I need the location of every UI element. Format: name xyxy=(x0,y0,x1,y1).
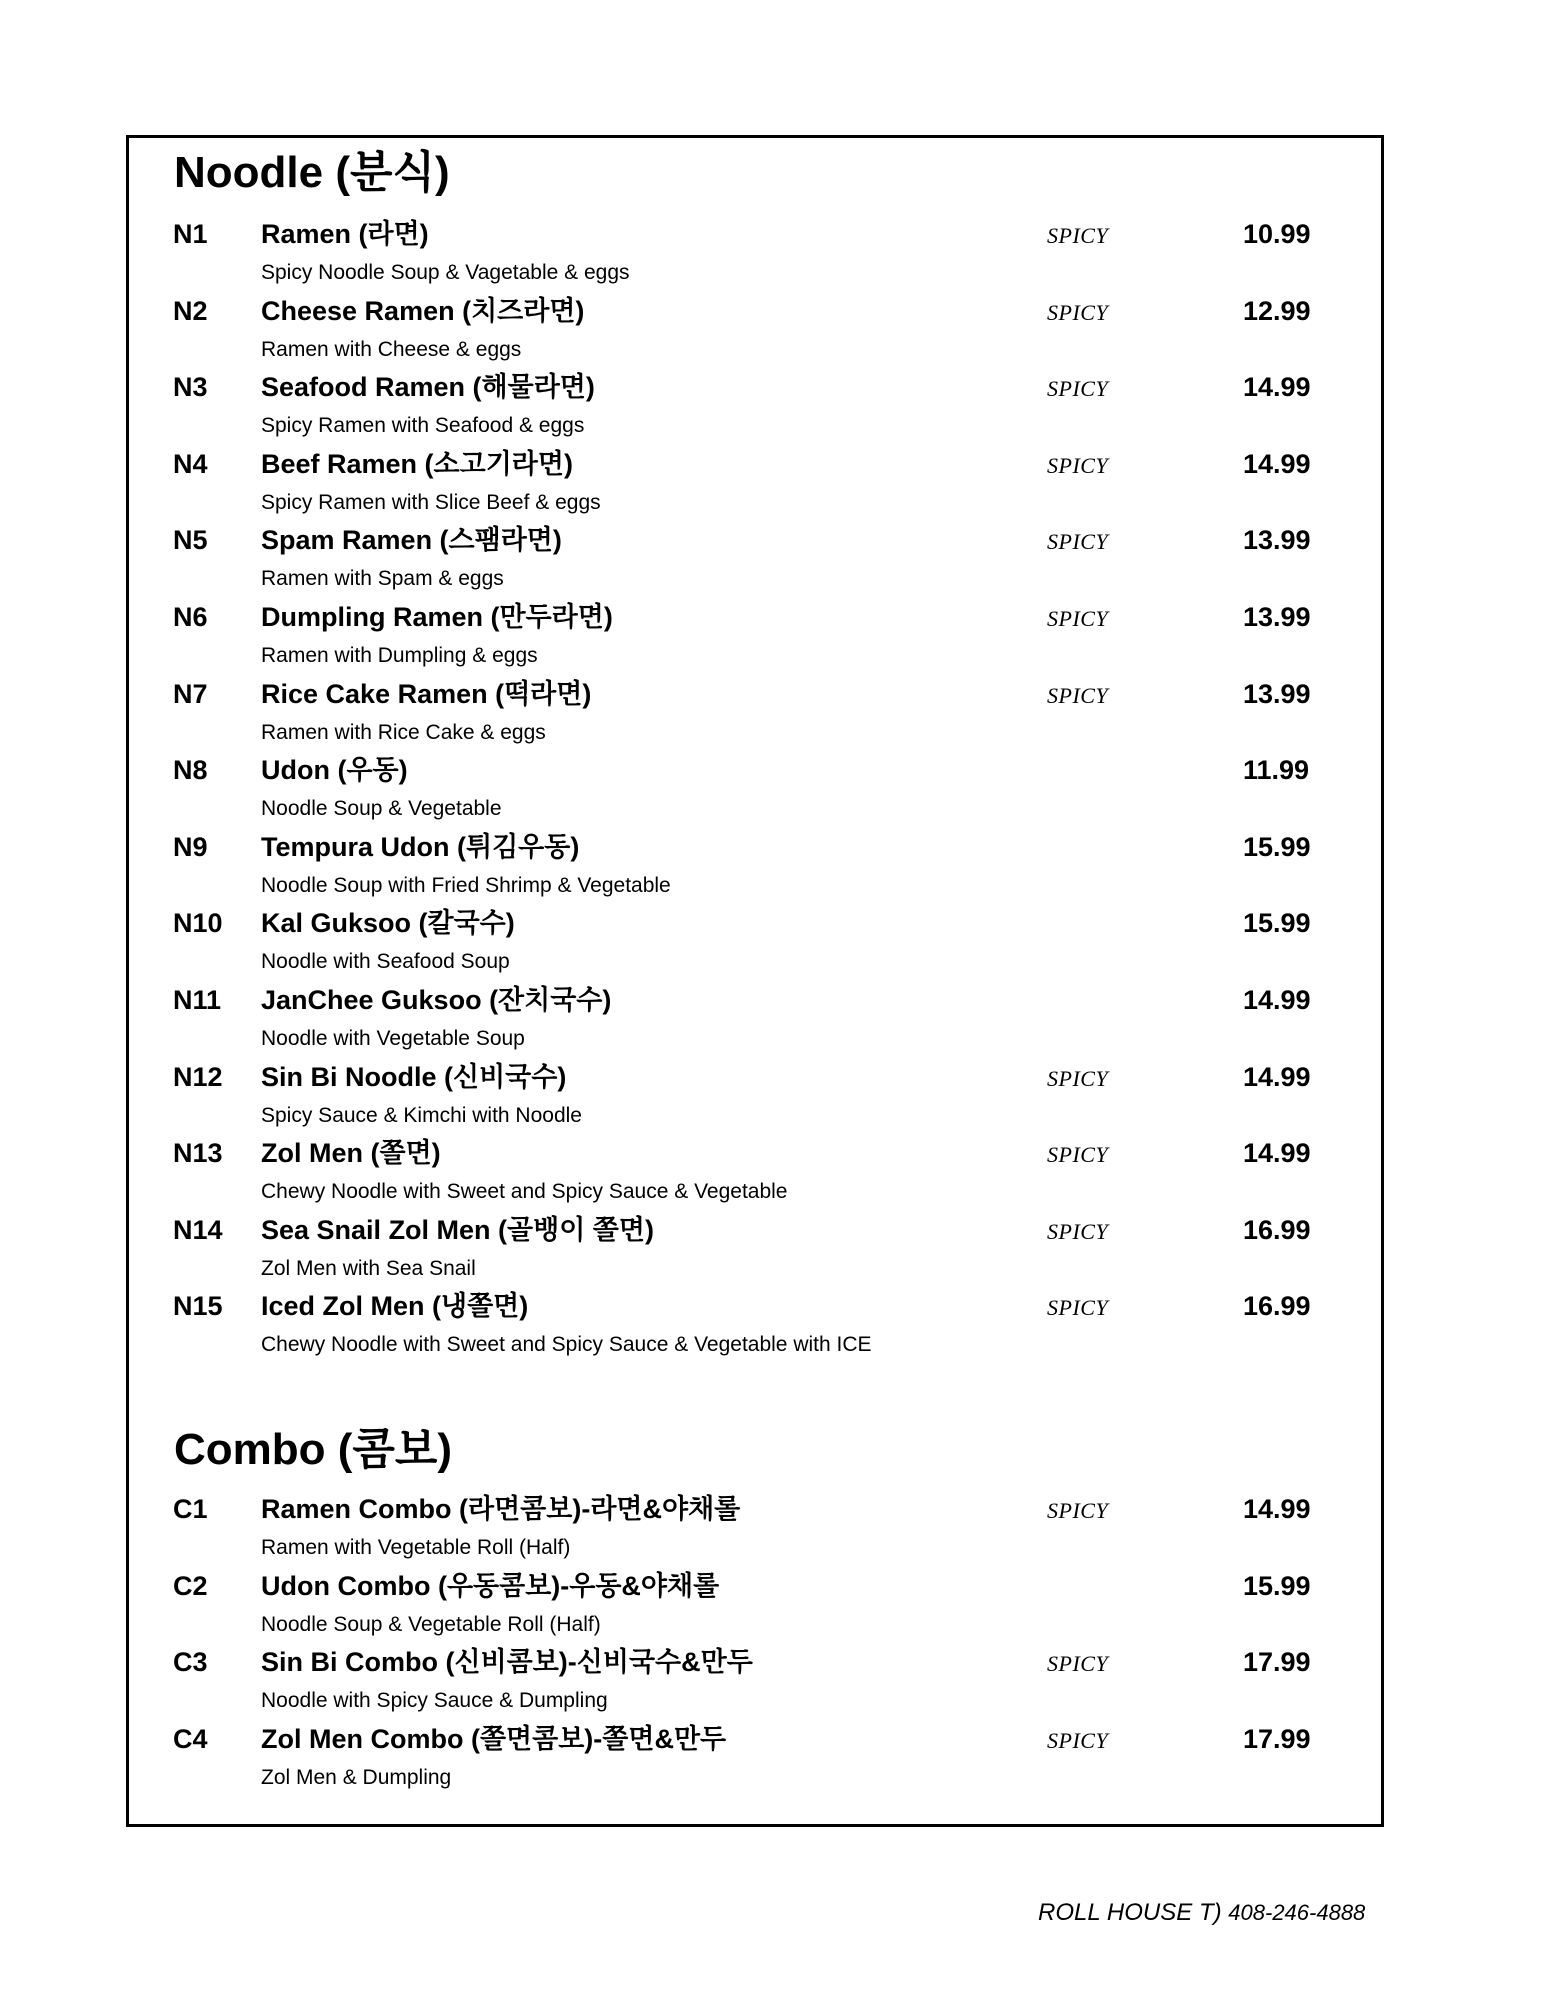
spicy-label: SPICY xyxy=(1047,529,1109,555)
item-description: Spicy Ramen with Slice Beef & eggs xyxy=(261,490,601,514)
item-price: 14.99 xyxy=(1243,448,1311,479)
spicy-label: SPICY xyxy=(1047,1498,1109,1523)
item-code: N6 xyxy=(173,602,208,632)
menu-item xyxy=(0,447,1545,524)
item-description: Zol Men with Sea Snail xyxy=(261,1256,476,1280)
item-name: Tempura Udon (튀김우동) xyxy=(261,831,580,862)
item-description: Spicy Ramen with Seafood & eggs xyxy=(261,414,585,438)
menu-item xyxy=(0,1289,1545,1366)
item-code: N5 xyxy=(173,525,208,556)
item-name: JanChee Guksoo (잔치국수) xyxy=(261,985,612,1015)
item-code: C3 xyxy=(173,1647,208,1677)
item-name: Udon (우동) xyxy=(261,755,408,786)
item-description: Noodle Soup with Fried Shrimp & Vegetable xyxy=(261,873,671,897)
item-code: N7 xyxy=(173,678,208,709)
item-price: 15.99 xyxy=(1243,908,1311,939)
menu-item xyxy=(0,753,1545,830)
spicy-label: SPICY xyxy=(1047,682,1109,708)
item-code: N14 xyxy=(173,1214,223,1245)
item-description: Spicy Sauce & Kimchi with Noodle xyxy=(261,1103,582,1127)
combo-section-title: Combo (콤보) xyxy=(174,1425,453,1474)
item-name: Zol Men (쫄면) xyxy=(261,1138,441,1169)
item-name: Iced Zol Men (냉쫄면) xyxy=(261,1291,529,1322)
item-price: 14.99 xyxy=(1243,985,1311,1015)
menu-item xyxy=(0,983,1545,1060)
item-code: N4 xyxy=(173,448,208,479)
spicy-label: SPICY xyxy=(1047,1295,1109,1321)
item-name: Dumpling Ramen (만두라면) xyxy=(261,602,613,632)
item-name: Seafood Ramen (해물라면) xyxy=(261,372,595,403)
menu-item xyxy=(0,906,1545,983)
item-code: N13 xyxy=(173,1138,223,1169)
item-code: N2 xyxy=(173,295,208,326)
item-name: Spam Ramen (스팸라면) xyxy=(261,525,562,556)
item-code: N11 xyxy=(173,985,222,1015)
item-description: Noodle with Vegetable Soup xyxy=(261,1027,525,1050)
item-code: N15 xyxy=(173,1291,223,1322)
menu-item xyxy=(0,1645,1545,1722)
item-price: 14.99 xyxy=(1243,1061,1311,1092)
item-name: Sin Bi Noodle (신비국수) xyxy=(261,1061,567,1092)
phone-number: 408-246-4888 xyxy=(1228,1900,1366,1925)
item-description: Noodle Soup & Vegetable Roll (Half) xyxy=(261,1612,601,1636)
item-name: Ramen Combo (라면콤보)-라면&야채롤 xyxy=(261,1494,741,1524)
item-price: 14.99 xyxy=(1243,1138,1311,1169)
item-name: Sin Bi Combo (신비콤보)-신비국수&만두 xyxy=(261,1647,753,1677)
item-description: Ramen with Rice Cake & eggs xyxy=(261,720,546,744)
item-name: Rice Cake Ramen (떡라면) xyxy=(261,678,592,709)
item-description: Ramen with Cheese & eggs xyxy=(261,337,522,361)
item-price: 11.99 xyxy=(1243,755,1310,786)
menu-item xyxy=(0,830,1545,907)
spicy-label: SPICY xyxy=(1047,1218,1109,1244)
item-name: Sea Snail Zol Men (골뱅이 쫄면) xyxy=(261,1214,654,1245)
spicy-label: SPICY xyxy=(1047,1065,1109,1091)
item-description: Spicy Noodle Soup & Vagetable & eggs xyxy=(261,261,630,284)
item-price: 12.99 xyxy=(1243,295,1311,326)
item-price: 15.99 xyxy=(1243,1570,1311,1601)
item-price: 10.99 xyxy=(1243,219,1311,249)
spicy-label: SPICY xyxy=(1047,1142,1109,1168)
spicy-label: SPICY xyxy=(1047,1651,1109,1676)
item-code: N1 xyxy=(173,219,208,249)
item-code: C1 xyxy=(173,1494,208,1524)
item-name: Beef Ramen (소고기라면) xyxy=(261,448,573,479)
menu-item xyxy=(0,523,1545,600)
item-description: Chewy Noodle with Sweet and Spicy Sauce & Vegetable with ICE xyxy=(261,1333,872,1357)
item-code: N9 xyxy=(173,831,208,862)
item-price: 16.99 xyxy=(1243,1291,1311,1322)
item-name: Udon Combo (우동콤보)-우동&야채롤 xyxy=(261,1570,720,1601)
menu-item xyxy=(0,1722,1545,1799)
restaurant-name: ROLL HOUSE T) xyxy=(1038,1899,1222,1926)
menu-item xyxy=(0,677,1545,754)
item-code: C4 xyxy=(173,1723,208,1754)
item-code: N10 xyxy=(173,908,223,939)
item-description: Noodle with Spicy Sauce & Dumpling xyxy=(261,1689,608,1712)
item-price: 13.99 xyxy=(1243,525,1311,556)
item-name: Ramen (라면) xyxy=(261,219,429,249)
item-price: 13.99 xyxy=(1243,602,1311,632)
item-code: C2 xyxy=(173,1570,208,1601)
footer-contact xyxy=(1038,1898,1365,1928)
menu-item xyxy=(0,600,1545,677)
noodle-section-title: Noodle (분식) xyxy=(174,148,450,197)
item-price: 17.99 xyxy=(1243,1647,1311,1677)
item-code: N8 xyxy=(173,755,208,786)
item-price: 13.99 xyxy=(1243,678,1311,709)
item-name: Kal Guksoo (칼국수) xyxy=(261,908,515,939)
spicy-label: SPICY xyxy=(1047,223,1109,248)
item-name: Zol Men Combo (쫄면콤보)-쫄면&만두 xyxy=(261,1723,727,1754)
item-description: Noodle Soup & Vegetable xyxy=(261,797,502,821)
item-name: Cheese Ramen (치즈라면) xyxy=(261,295,585,326)
spicy-label: SPICY xyxy=(1047,452,1109,478)
item-description: Zol Men & Dumpling xyxy=(261,1765,452,1789)
item-code: N12 xyxy=(173,1061,223,1092)
menu-item xyxy=(0,294,1545,371)
menu-item xyxy=(0,370,1545,447)
item-description: Ramen with Spam & eggs xyxy=(261,567,504,591)
item-price: 14.99 xyxy=(1243,1494,1311,1524)
item-price: 14.99 xyxy=(1243,372,1311,403)
menu-item xyxy=(0,217,1545,294)
menu-item xyxy=(0,1136,1545,1213)
item-price: 17.99 xyxy=(1243,1723,1311,1754)
menu-item xyxy=(0,1492,1545,1569)
item-description: Chewy Noodle with Sweet and Spicy Sauce & Vegetable xyxy=(261,1180,788,1204)
item-code: N3 xyxy=(173,372,208,403)
spicy-label: SPICY xyxy=(1047,299,1109,325)
spicy-label: SPICY xyxy=(1047,376,1109,402)
item-description: Noodle with Seafood Soup xyxy=(261,950,510,974)
item-price: 16.99 xyxy=(1243,1214,1311,1245)
menu-item xyxy=(0,1213,1545,1290)
spicy-label: SPICY xyxy=(1047,606,1109,631)
item-description: Ramen with Vegetable Roll (Half) xyxy=(261,1536,571,1559)
menu-item xyxy=(0,1569,1545,1646)
item-price: 15.99 xyxy=(1243,831,1311,862)
item-description: Ramen with Dumpling & eggs xyxy=(261,644,538,667)
menu-item xyxy=(0,1060,1545,1137)
spicy-label: SPICY xyxy=(1047,1727,1109,1753)
